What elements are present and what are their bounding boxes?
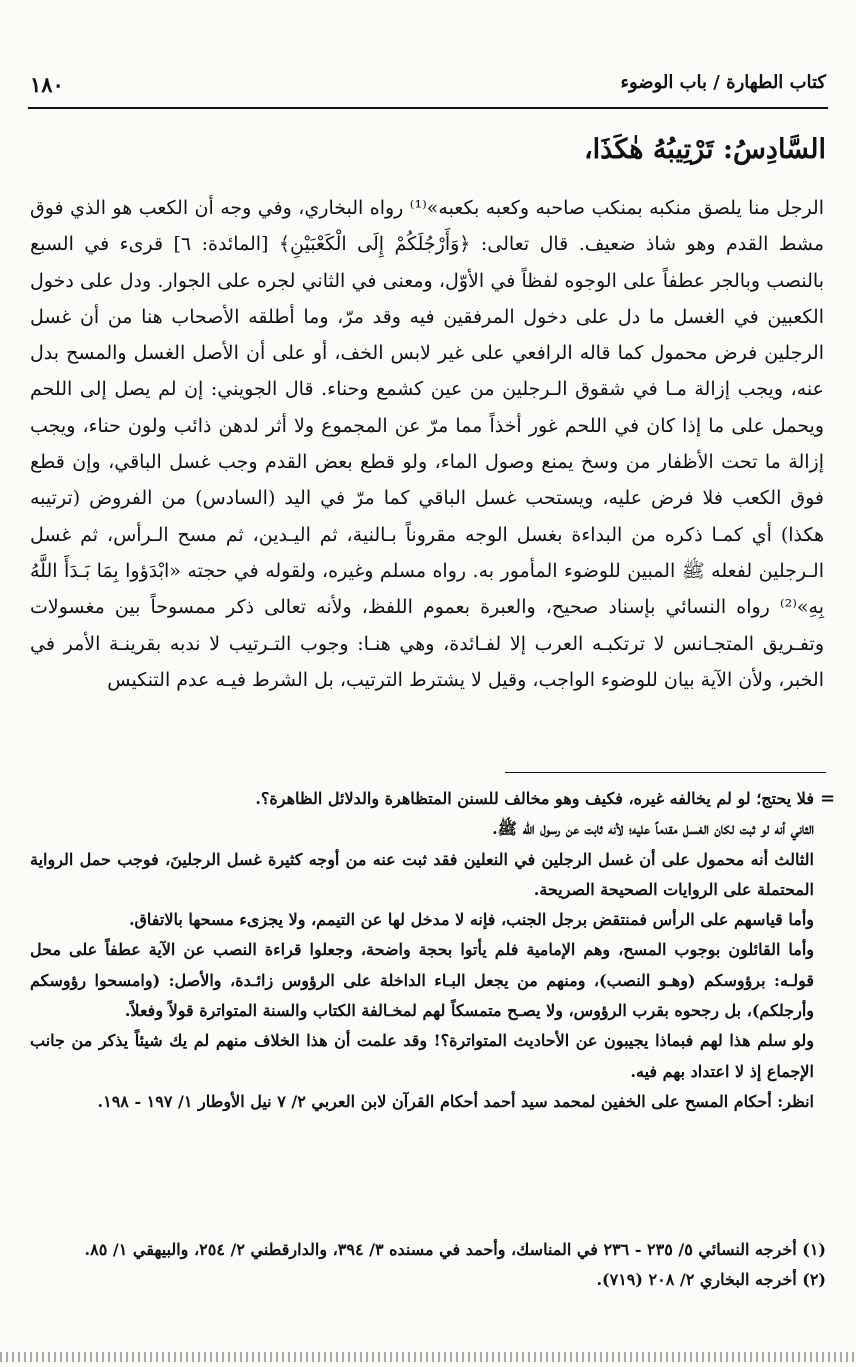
commentary-paragraph: فلا يحتج؛ لو لم يخالفه غيره، فكيف وهو مخالف للسنن المتظاهرة والدلائل الظاهرة؟. xyxy=(255,789,814,808)
commentary-paragraph: ولو سلم هذا لهم فبماذا يجيبون عن الأحاديث المتواترة؟! وقد علمت أن هذا الخلاف منهم لم يك شيئاً يذكر من جانب الإجماع إذ لا اعتداد بهم فيه. xyxy=(30,1031,814,1081)
commentary-block xyxy=(30,784,814,1117)
commentary-paragraph: وأما القائلون بوجوب المسح، وهم الإمامية فلم يأتوا بحجة واضحة، وجعلوا قراءة النصب عن الآية عطفاً على محل قولـه: برؤوسكم (وهـو النصب)، ومنهم من يجعل البـاء الداخلة على الرؤوس زائـدة، والأصل: (وامسحوا رؤوسكم وأرجلكم)، بل رجحوه بقرب الرؤوس، ولا يصـح متمسكاً لهم لمخـالفة الكتاب والسنة المتواترة قولاً وفعلاً. xyxy=(30,940,814,1021)
page-header xyxy=(30,72,826,102)
commentary-paragraph: الثاني أنه لو ثبت لكان الغسل مقدماً عليه؛ لأنه ثابت عن رسول الله ﷺ. xyxy=(492,819,814,839)
footnote: (١) أخرجه النسائي ٥/ ٢٣٥ - ٢٣٦ في المناسك، وأحمد في مسنده ٣/ ٣٩٤، والدارقطني ٢/ ٢٥٤، والبيهقي ١/ ٨٥. xyxy=(84,1240,826,1259)
footnote-separator xyxy=(505,772,826,773)
main-paragraph: الرجل منا يلصق منكبه بمنكب صاحبه وكعبه بكعبه»⁽¹⁾ رواه البخاري، وفي وجه أن الكعب هو الذي فوق مشط القدم وهو شاذ ضعيف. قال تعالى: ﴿وَأَرْجُلَكُمْ إِلَى الْكَعْبَيْنِ﴾ [المائدة: ٦] قرىء في السبع بالنصب وبالجر عطفاً على الوجوه لفظاً في الأوّل، ومعنى في الثاني لجره على الجوار. ودل على دخول الكعبين في الغسل ما دل على دخول المرفقين فيه وقد مرّ، وما أطلقه الأصحاب هنا من أن غسل الرجلين فرض محمول كما قاله الرافعي على غير لابس الخف، أو على أن الأصل الغسل والمسح بدل عنه، ويجب إزالة مـا في شقوق الـرجلين من عين كشمع وحناء. قال الجويني: إن لم يصل إلى اللحم ويحمل على ما إذا كان في اللحم غور أخذاً مما مرّ عن المجموع ولا أثر لدهن ذائب ولون حناء، ويجب إزالة ما تحت الأظفار من وسخ يمنع وصول الماء، ولو قطع بعض القدم وجب غسل الباقي، وإن قطع فوق الكعب فلا فرض عليه، ويستحب غسل الباقي كما مرّ في اليد (السادس) من الفروض (ترتيبه هكذا) أي كمـا ذكره من البداءة بغسل الوجه مقروناً بـالنية، ثم اليـدين، ثم مسح الـرأس، ثم غسل الـرجلين لفعله ﷺ المبين للوضوء المأمور به. رواه مسلم وغيره، ولقوله في حجته «ابْدَؤوا بِمَا بَـدَأَ اللَّهُ بِهِ»⁽²⁾ رواه النسائي بإسناد صحيح، والعبرة بعموم اللفظ، ولأنه تعالى ذكر ممسوحاً بين مغسولات وتفـريق المتجـانس لا ترتكبـه العرب إلا لفـائدة، وهي هنـا: وجوب التـرتيب لا ندبه بقرينـة الأمر في الخبر، ولأن الآية بيان للوضوء الواجب، وقيل لا يشترط الترتيب، بل الشرط فيـه عدم التنكيس xyxy=(30,197,825,691)
decorative-bottom-border xyxy=(0,1352,856,1362)
page-number: ١٨٠ xyxy=(30,72,64,97)
commentary-paragraph: الثالث أنه محمول على أن غسل الرجلين في النعلين فقد ثبت عنه من أوجه كثيرة غسل الرجلينَ، فوجب حمل الرواية المحتملة على الروايات الصحيحة الصريحة. xyxy=(30,849,814,899)
running-title: كتاب الطهارة / باب الوضوء xyxy=(620,72,826,93)
main-text xyxy=(30,190,824,698)
commentary-paragraph: انظر: أحكام المسح على الخفين لمحمد سيد أحمد أحكام القرآن لابن العربي ٢/ ٧ نيل الأوطار ١/ ١٩٧ - ١٩٨. xyxy=(97,1091,814,1111)
footnote: (٢) أخرجه البخاري ٢/ ٢٠٨ (٧١٩). xyxy=(596,1270,826,1289)
continuation-mark: = xyxy=(820,788,836,809)
header-rule xyxy=(28,107,828,109)
footnotes xyxy=(30,1235,826,1295)
commentary-paragraph: وأما قياسهم على الرأس فمنتقض برجل الجنب، فإنه لا مدخل لها عن التيمم، ولا يجزىء مسحها بالاتفاق. xyxy=(128,910,814,930)
section-heading: السَّادِسُ: تَرْتِيبُهُ هٰكَذَا، xyxy=(583,134,826,165)
